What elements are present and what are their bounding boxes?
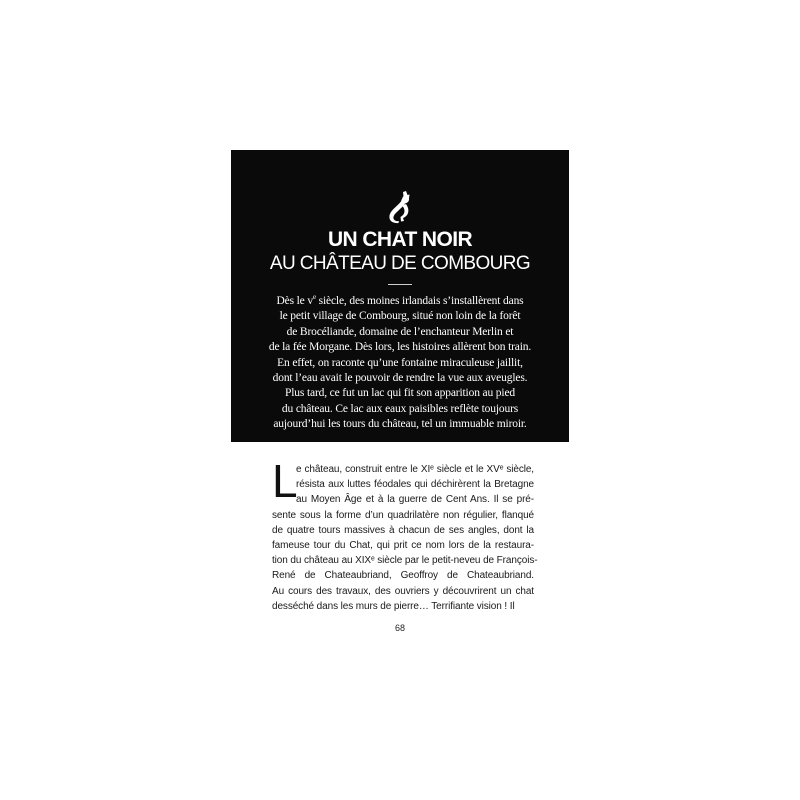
title-line-1: UN CHAT NOIR bbox=[327, 228, 473, 251]
cat-icon bbox=[386, 190, 414, 224]
intro-line bbox=[249, 294, 551, 309]
drop-cap: L bbox=[272, 455, 298, 507]
intro-line-part: siècle, des moines irlandais s’installèrent dans bbox=[315, 295, 524, 307]
article-line: René de Chateaubriand, Geoffroy de Chateaubriand. bbox=[272, 570, 534, 582]
intro-line: dont l’eau avait le pouvoir de rendre la vue aux aveugles. bbox=[272, 372, 528, 385]
article-line: fameuse tour du Chat, qui prit ce nom lors de la restaura- bbox=[272, 540, 534, 552]
intro-line: Plus tard, ce fut un lac qui fit son apparition au pied bbox=[285, 387, 515, 400]
intro-line: de Brocéliande, domaine de l’enchanteur Merlin et bbox=[286, 325, 514, 338]
page-number: 68 bbox=[394, 623, 405, 633]
intro-line: En effet, on raconte qu’une fontaine miraculeuse jaillit, bbox=[277, 356, 523, 369]
intro-line-part: Dès le v bbox=[276, 295, 313, 307]
intro-paragraph bbox=[249, 294, 551, 433]
title-line-2: AU CHÂTEAU DE COMBOURG bbox=[269, 253, 531, 274]
article-paragraph bbox=[272, 462, 538, 614]
intro-line: aujourd’hui les tours du château, tel un immuable miroir. bbox=[273, 418, 527, 431]
article-line: sente sous la forme d’un quadrilatère non régulier, flanqué bbox=[272, 509, 534, 521]
article-line: e château, construit entre le XIᵉ siècle et le XVᵉ siècle, bbox=[296, 464, 534, 475]
article-line: résista aux luttes féodales qui déchirèrent la Bretagne bbox=[296, 479, 534, 491]
article-line: de quatre tours massives à chacun de ses angles, dont la bbox=[272, 524, 534, 536]
title-divider bbox=[388, 284, 412, 285]
intro-line: du château. Ce lac aux eaux paisibles reflète toujours bbox=[281, 402, 519, 415]
article-line: desséché dans les murs de pierre… Terrifiante vision ! Il bbox=[272, 600, 515, 612]
intro-line: de la fée Morgane. Dès lors, les histoires allèrent bon train. bbox=[268, 341, 532, 354]
intro-superscript: e bbox=[312, 293, 316, 302]
intro-box bbox=[231, 150, 569, 442]
article-line: tion du château au XIXᵉ siècle par le petit-neveu de François- bbox=[272, 555, 538, 567]
intro-line: le petit village de Combourg, situé non loin de la forêt bbox=[279, 310, 521, 323]
article-line: au Moyen Âge et à la guerre de Cent Ans. Il se pré- bbox=[296, 494, 534, 506]
article-line: Au cours des travaux, des ouvriers y découvrirent un chat bbox=[272, 585, 534, 597]
